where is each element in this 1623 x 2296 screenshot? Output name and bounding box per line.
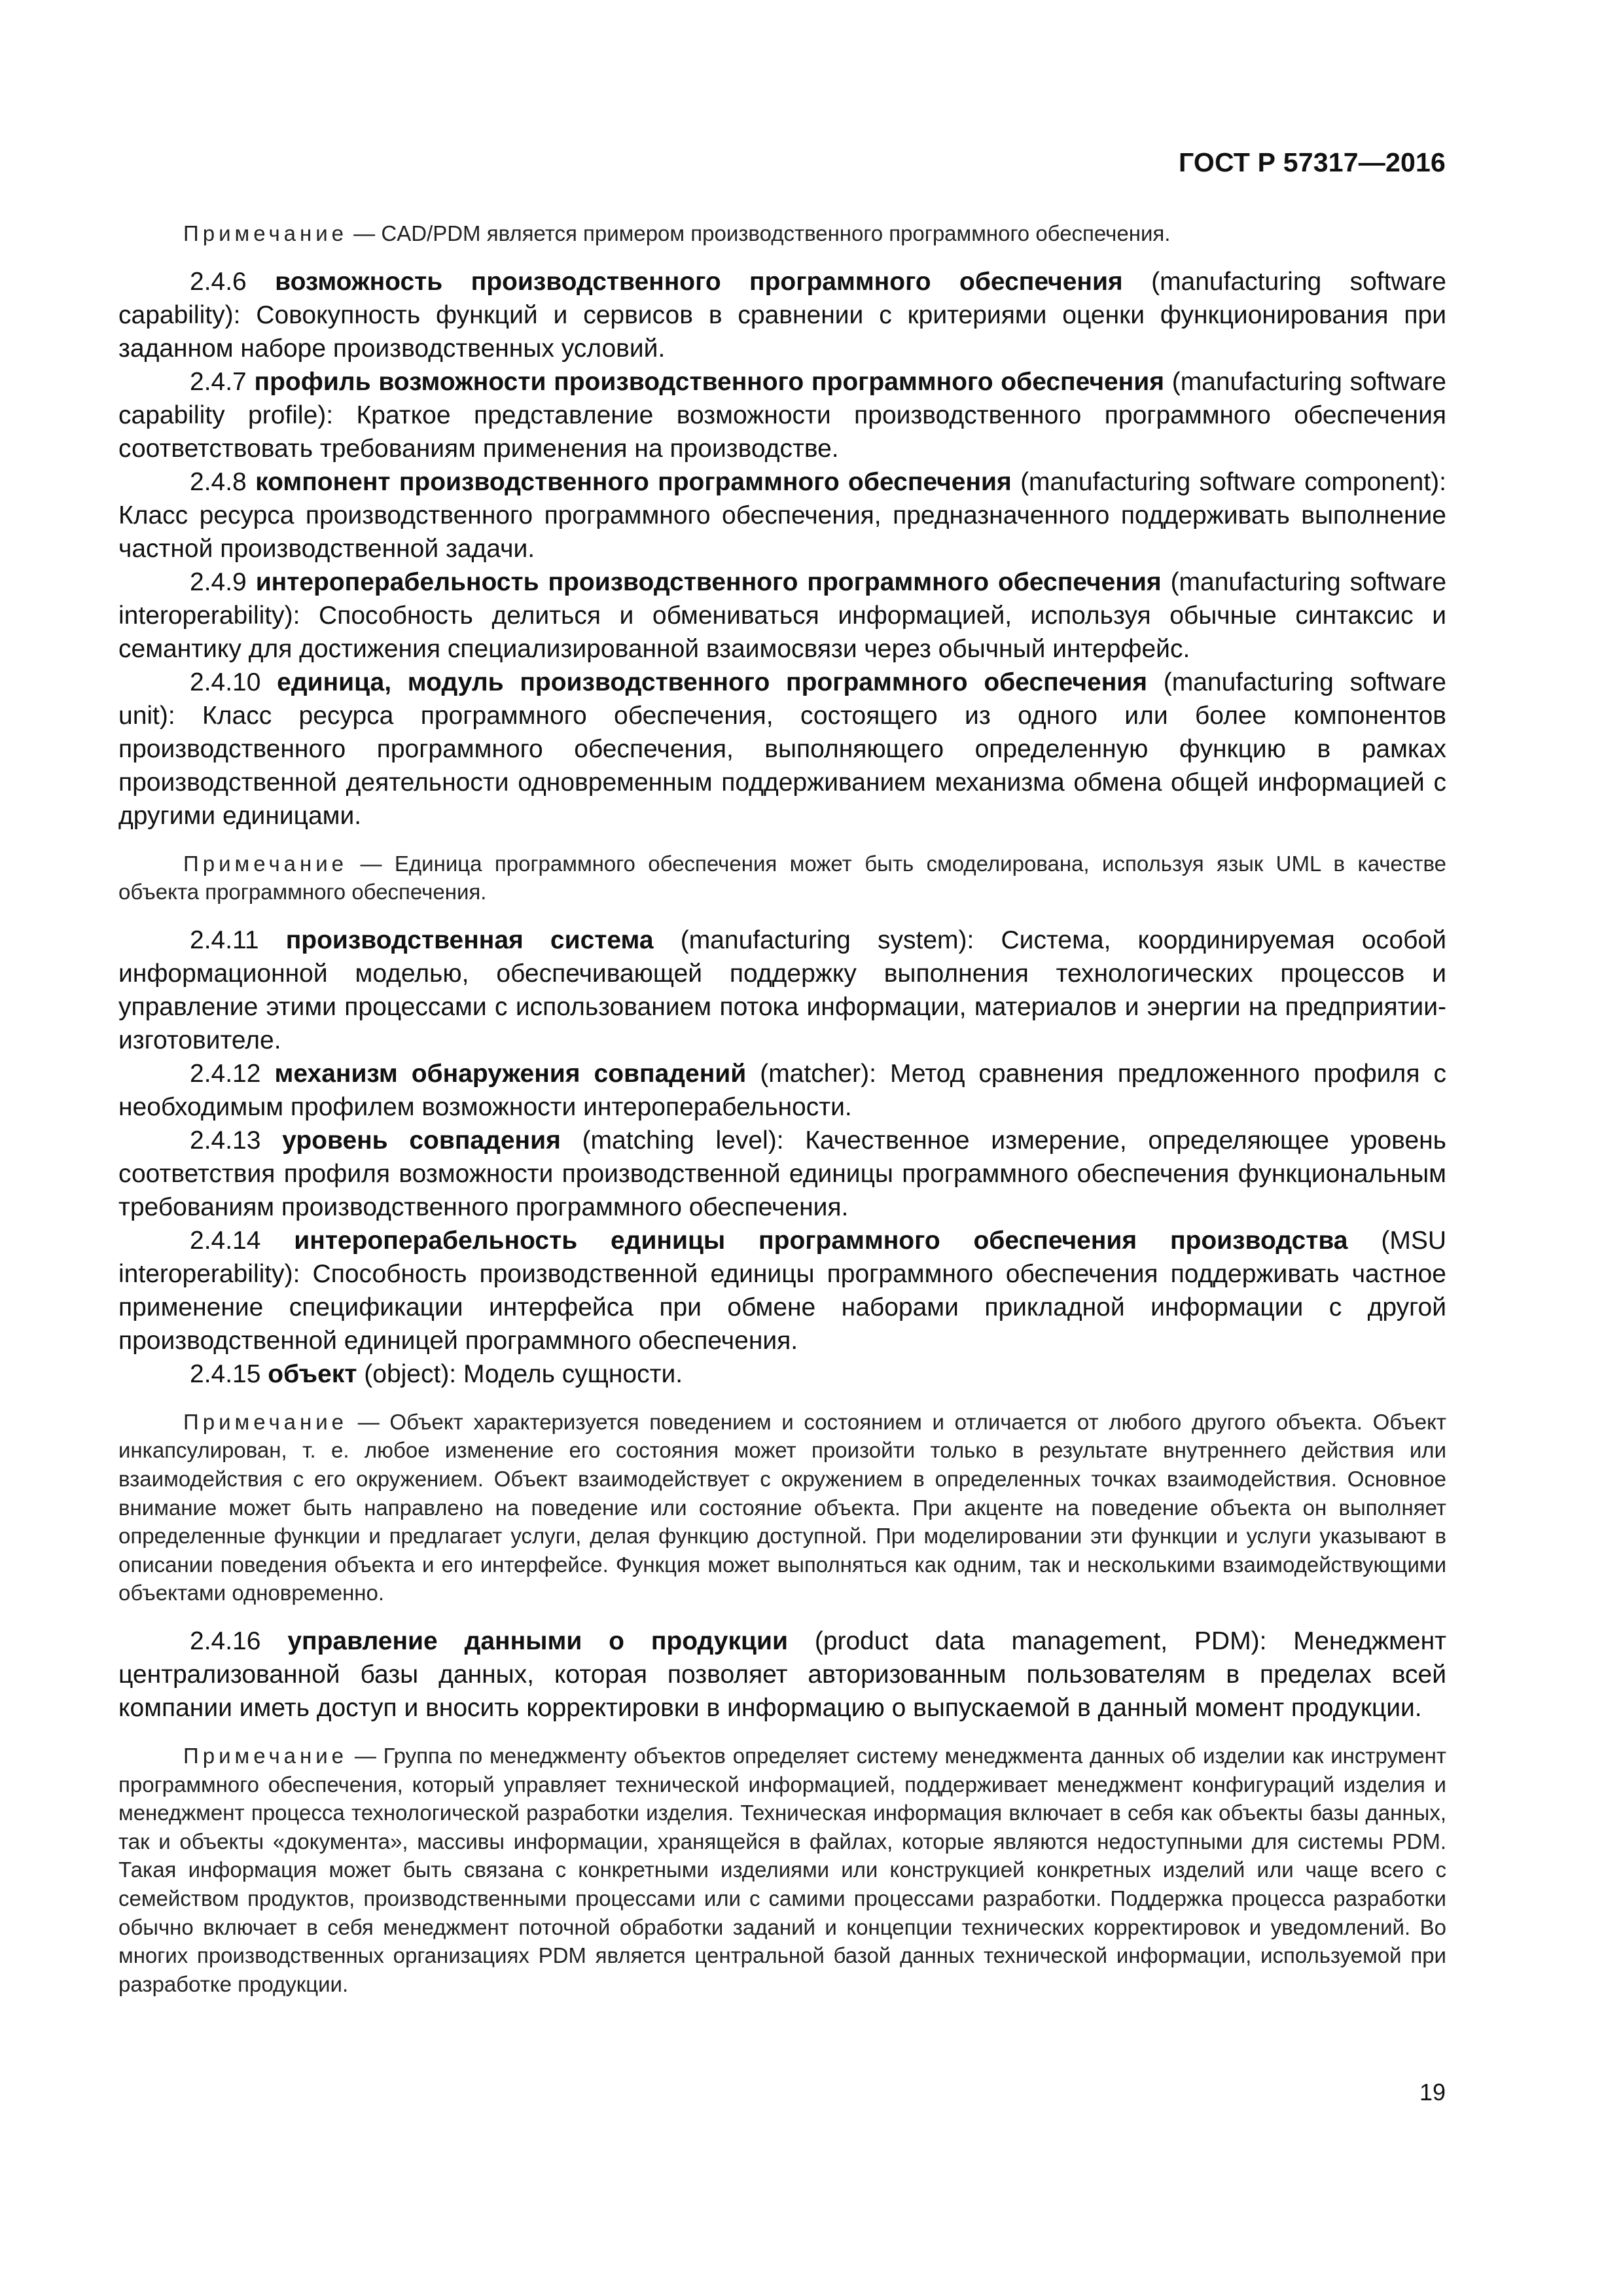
definition-2-4-13 — [118, 1124, 1446, 1224]
term-number: 2.4.9 — [190, 567, 247, 596]
definition-2-4-9 — [118, 565, 1446, 666]
definition-2-4-11 — [118, 924, 1446, 1057]
term-number: 2.4.15 — [190, 1359, 261, 1388]
definition-2-4-10 — [118, 666, 1446, 833]
definition-2-4-8 — [118, 465, 1446, 565]
term-number: 2.4.8 — [190, 467, 247, 496]
definition-2-4-16 — [118, 1624, 1446, 1725]
note-paragraph — [118, 850, 1446, 906]
term-number: 2.4.13 — [190, 1126, 261, 1155]
term-name: механизм обнаружения совпадений — [274, 1059, 747, 1088]
definition-2-4-12 — [118, 1057, 1446, 1124]
term-number: 2.4.6 — [190, 267, 247, 296]
definition-2-4-14 — [118, 1224, 1446, 1357]
note-label: Примечание — [183, 851, 348, 876]
definition-2-4-7 — [118, 365, 1446, 465]
note-paragraph — [118, 1408, 1446, 1607]
note-dash: — — [348, 221, 382, 245]
term-name: единица, модуль производственного программного обеспечения — [277, 668, 1148, 696]
term-name: профиль возможности производственного программного обеспечения — [254, 367, 1164, 396]
term-number: 2.4.14 — [190, 1226, 261, 1255]
term-definition: (manufacturing software capability profile): Краткое представление возможности производственного программного обеспечения соответствовать требованиям применения на производстве. — [118, 367, 1446, 463]
term-definition: (manufacturing system): Система, координируемая особой информационной моделью, обеспечивающей поддержку выполнения технологических процессов и управление этими процессами с использованием потока информации, материалов и энергии на предприятии-изготовителе. — [118, 925, 1446, 1054]
term-name: уровень совпадения — [282, 1126, 561, 1155]
note-label: Примечание — [183, 1409, 348, 1434]
term-number: 2.4.11 — [190, 925, 259, 954]
definition-2-4-6 — [118, 265, 1446, 365]
note-paragraph — [118, 1742, 1446, 1998]
term-name: интероперабельность производственного программного обеспечения — [255, 567, 1162, 596]
note-text: Объект характеризуется поведением и состоянием и отличается от любого другого объекта. Объект инкапсулирован, т. е. любое изменение его состояния может произойти только в результате внутреннего действия или взаимодействия с его окружением. Объект взаимодействует с окружением в определенных точках взаимодействия. Основное внимание может быть направлено на поведение или состояние объекта. При акценте на поведение объекта он выполняет определенные функции и предлагает услуги, делая функцию доступной. При моделировании эти функции и услуги указывают в описании поведения объекта и его интерфейсе. Функция может выполняться как одним, так и несколькими взаимодействующими объектами одновременно. — [118, 1409, 1446, 1605]
term-number: 2.4.16 — [190, 1626, 261, 1655]
definition-2-4-15 — [118, 1357, 1446, 1391]
document-id-header: ГОСТ Р 57317—2016 — [1179, 147, 1446, 177]
term-name: управление данными о продукции — [287, 1626, 788, 1655]
note-text: Единица программного обеспечения может быть смоделирована, используя язык UML в качестве объекта программного обеспечения. — [118, 851, 1446, 905]
note-label: Примечание — [183, 1743, 348, 1768]
term-definition: (manufacturing software capability): Совокупность функций и сервисов в сравнении с критериями оценки функционирования при заданном наборе производственных условий. — [118, 267, 1446, 363]
terms-body — [118, 219, 1446, 1998]
term-number: 2.4.7 — [190, 367, 247, 396]
term-number: 2.4.12 — [190, 1059, 261, 1088]
note-label: Примечание — [183, 221, 348, 245]
term-name: производственная система — [285, 925, 654, 954]
page-number: 19 — [1419, 2079, 1446, 2106]
term-definition: (product data management, PDM): Менеджмент централизованной базы данных, которая позволяет авторизованным пользователям в пределах всей компании иметь доступ и вносить корректировки в информацию о выпускаемой в данный момент продукции. — [118, 1626, 1447, 1722]
note-dash: — — [348, 1409, 390, 1434]
term-definition: (manufacturing software component): Класс ресурса производственного программного обеспечения, предназначенного поддерживать выполнение частной производственной задачи. — [118, 467, 1446, 563]
term-name: интероперабельность единицы программного обеспечения производства — [294, 1226, 1348, 1255]
term-name: объект — [268, 1359, 357, 1388]
note-paragraph — [118, 219, 1446, 248]
term-definition: (object): Модель сущности. — [364, 1359, 683, 1388]
term-definition: (manufacturing software unit): Класс ресурса программного обеспечения, состоящего из одного или более компонентов производственного программного обеспечения, выполняющего определенную функцию в рамках производственной деятельности одновременным поддерживанием механизма обмена общей информацией с другими единицами. — [118, 668, 1446, 830]
note-dash: — — [348, 1743, 383, 1768]
term-name: компонент производственного программного обеспечения — [255, 467, 1012, 496]
term-definition: (MSU interoperability): Способность производственной единицы программного обеспечения поддерживать частное применение спецификации интерфейса при обмене наборами прикладной информации с другой производственной единицей программного обеспечения. — [118, 1226, 1446, 1355]
note-text: Группа по менеджменту объектов определяет систему менеджмента данных об изделии как инструмент программного обеспечения, который управляет технической информацией, поддерживает менеджмент конфигураций изделия и менеджмент процесса технологической разработки изделия. Техническая информация включает в себя как объекты базы данных, так и объекты «документа», массивы информации, хранящейся в файлах, которые являются недоступными для системы PDM. Такая информация может быть связана с конкретными изделиями или конструкцией конкретных изделий или чаще всего с семейством продуктов, производственными процессами или с самими процессами разработки. Поддержка процесса разработки обычно включает в себя менеджмент поточной обработки заданий и концепции технических корректировок и уведомлений. Во многих производственных организациях PDM является центральной базой данных технической информации, используемой при разработке продукции. — [118, 1743, 1446, 1996]
term-name: возможность производственного программного обеспечения — [275, 267, 1123, 296]
term-definition: (manufacturing software interoperability): Способность делиться и обмениваться информацией, используя обычные синтаксис и семантику для достижения специализированной взаимосвязи через обычный интерфейс. — [118, 567, 1447, 663]
note-dash: — — [348, 851, 395, 876]
term-definition: (matcher): Метод сравнения предложенного профиля с необходимым профилем возможности интероперабельности. — [118, 1059, 1446, 1121]
term-number: 2.4.10 — [190, 668, 261, 696]
note-text: CAD/PDM является примером производственного программного обеспечения. — [381, 221, 1171, 245]
term-definition: (matching level): Качественное измерение, определяющее уровень соответствия профиля возможности производственной единицы программного обеспечения функциональным требованиям производственного программного обеспечения. — [118, 1126, 1447, 1221]
